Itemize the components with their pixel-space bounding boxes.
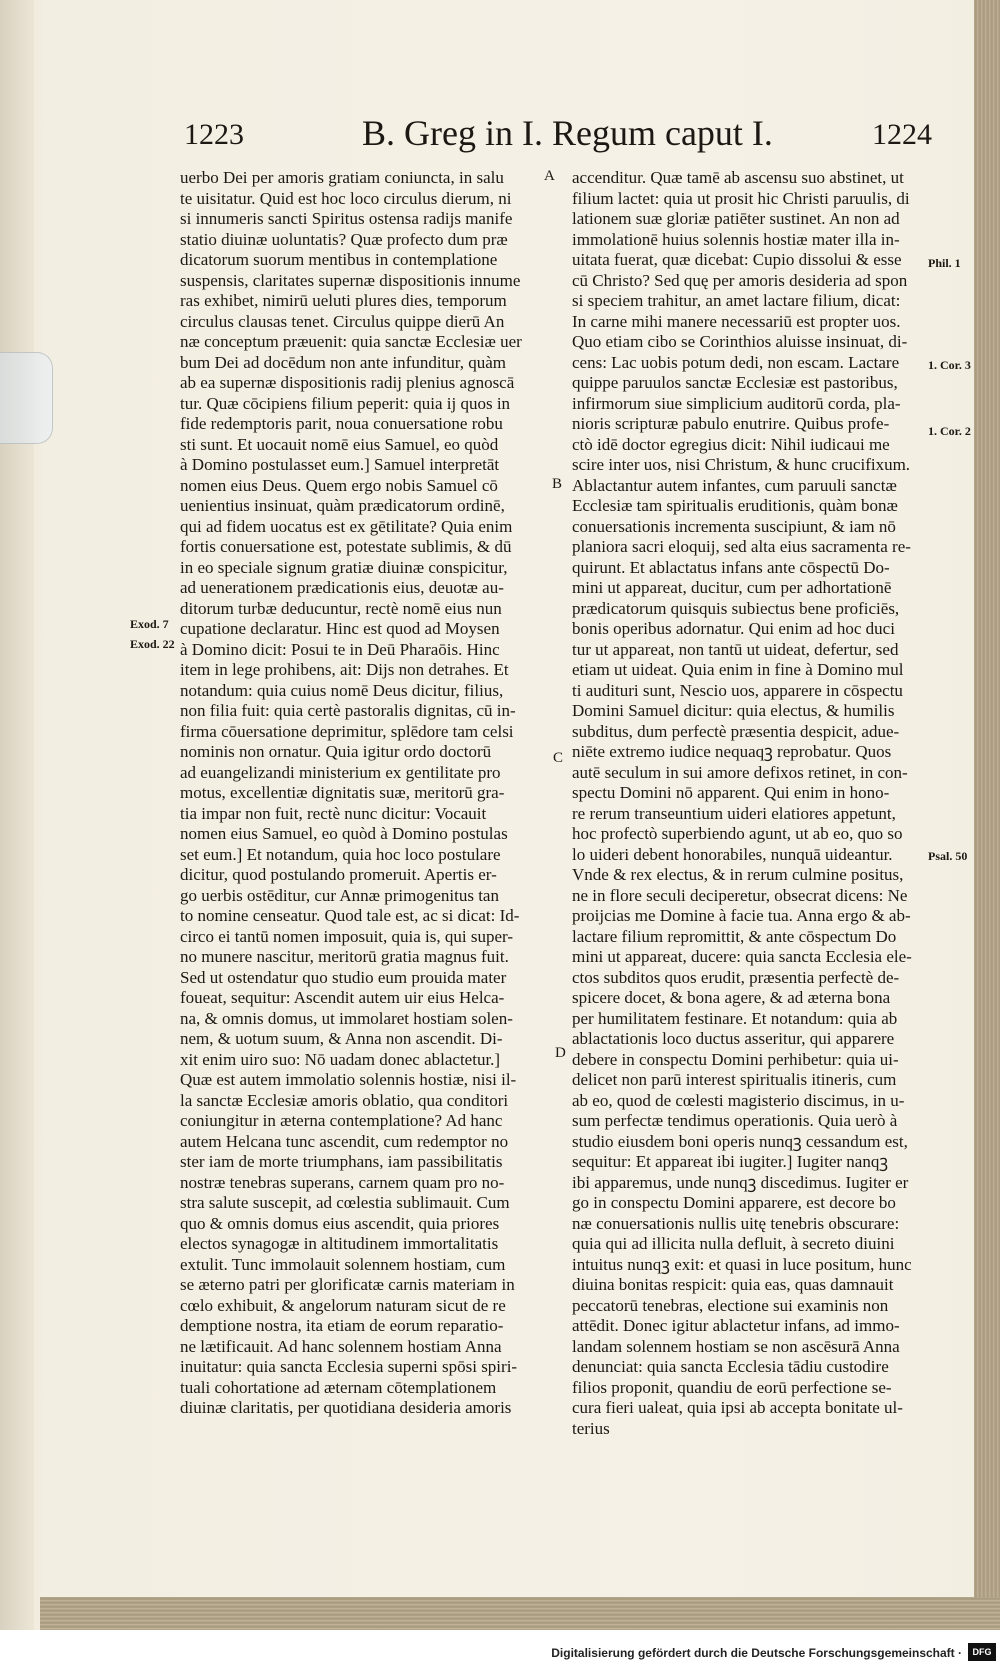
- text-line: In carne mihi manere necessariū est propter uos.: [572, 311, 901, 331]
- text-line: dicitur, quod postulando promeruit. Apertis er-: [180, 865, 497, 884]
- text-line: quippe paruulos sanctæ Ecclesiæ est pastoribus,: [572, 373, 898, 392]
- text-line: quo & omnis domus eius ascendit, quia priores: [180, 1213, 500, 1233]
- marginal-note-cor3: 1. Cor. 3: [928, 358, 971, 372]
- text-line: accenditur. Quæ tamē ab ascensu suo abstinet, ut: [572, 168, 904, 187]
- text-line: qui ad fidem uocatus est ex gētilitate? Quia enim: [180, 516, 513, 536]
- text-line: ne lætificauit. Ad hanc solennem hostiam Anna: [180, 1336, 502, 1356]
- text-line: nem, & uotum suum, & Anna non ascendit. Di-: [180, 1029, 503, 1048]
- text-line: coniungitur in æterna contemplatione? Ad hanc: [180, 1111, 503, 1130]
- text-line: spicere docet, & bona agere, & ad æterna bona: [572, 988, 891, 1007]
- text-line: ibi apparemus, unde nunqꝫ discedimus. Iugiter er: [572, 1172, 909, 1192]
- page-clip: [0, 352, 53, 444]
- text-line: na, & omnis domus, ut immolaret hostiam solen-: [180, 1008, 513, 1028]
- section-letter-d: D: [555, 1045, 566, 1061]
- text-line: cœlo exhibuit, & angelorum naturam sicut de re: [180, 1295, 506, 1315]
- text-line: go in conspectu Domini apparere, est decore bo: [572, 1193, 896, 1212]
- text-line: intuitus nunqꝫ exit: et quasi in luce positum, hunc: [572, 1254, 912, 1274]
- text-line: denunciat: quia sancta Ecclesia tādiu custodire: [572, 1357, 889, 1376]
- text-line: ab ea supernæ dispositionis radij plenius agnoscā: [180, 373, 515, 392]
- text-line: terius: [572, 1418, 610, 1438]
- text-line: à Domino postulasset eum.] Samuel interpretāt: [180, 455, 500, 474]
- text-line: studio eiusdem boni operis nunqꝫ cessandum est,: [572, 1131, 908, 1151]
- dfg-logo: DFG: [968, 1643, 996, 1661]
- text-line: mini ut appareat, ducitur, cum per adhortationē: [572, 578, 892, 597]
- text-line: dicatorum suorum mentibus in contemplatione: [180, 250, 498, 269]
- running-title: B. Greg in I. Regum caput I.: [362, 113, 773, 153]
- text-line: per humilitatem festinare. Et notandum: quia ab: [572, 1008, 898, 1028]
- text-line: set eum.] Et notandum, quia hoc loco postulare: [180, 844, 501, 864]
- text-line: delicet non parū interest spiritualis itineris, cum: [572, 1070, 897, 1089]
- text-line: ctò idē doctor egregius dicit: Nihil iudicaui me: [572, 434, 890, 454]
- text-line: ras exhibet, nimirū ueluti plures dies, temporum: [180, 291, 507, 310]
- text-line: fortis conuersatione est, potestate sublimis, & dū: [180, 537, 512, 556]
- text-line: sum perfectæ tendimus operationis. Quia uerò à: [572, 1111, 898, 1130]
- text-line: ti audituri sunt, Nescio uos, apparere in cōspectu: [572, 680, 903, 700]
- text-line: foueat, sequitur: Ascendit autem uir eius Helca-: [180, 988, 505, 1007]
- text-line: motus, excellentiæ dignitatis suæ, meritorū gra-: [180, 783, 505, 802]
- text-line: te uisitatur. Quid est hoc loco circulus dierum, ni: [180, 188, 512, 208]
- text-line: landam solennem hostiam se non ascēsurā Anna: [572, 1336, 900, 1356]
- marginal-note-cor2: 1. Cor. 2: [928, 424, 971, 438]
- text-line: Ecclesiæ tam spiritualis eruditionis, quàm bonæ: [572, 496, 898, 515]
- section-letter-a: A: [544, 168, 555, 184]
- text-line: circo ei tantū nomen imposuit, quia is, qui super-: [180, 926, 513, 946]
- text-line: infirmorum siue simplicium auditorū corda, pla-: [572, 393, 901, 413]
- text-line: næ conuersationis nullis uitę tenebris obscurare:: [572, 1213, 900, 1233]
- text-line: lactare filium repromittit, & ante cōspectum Do: [572, 926, 897, 946]
- text-line: diuinæ claritatis, per quotidiana desideria amoris: [180, 1398, 512, 1417]
- text-line: næ conceptum præuenit: quia sanctæ Ecclesiæ uer: [180, 332, 522, 351]
- text-line: tuali cohortatione ad æternam cōtemplationem: [180, 1377, 497, 1397]
- text-line: re rerum transeuntium uideri elatiores appetunt,: [572, 803, 896, 823]
- text-line: nominis non ornatur. Quia igitur ordo doctorū: [180, 742, 492, 761]
- text-line: quia qui ad illicita nulla defluit, à secreto diuini: [572, 1234, 895, 1253]
- text-line: prædicatorum quisquis subiectus bene proficiēs,: [572, 598, 900, 618]
- right-text-column: [572, 168, 934, 1439]
- text-line: planiora sacri eloquij, sed alta eius sacramenta re-: [572, 537, 911, 556]
- text-line: tur. Quæ cōcipiens filium peperit: quia ij quos in: [180, 393, 511, 413]
- text-line: suspensis, claritates supernæ dispositionis innume: [180, 270, 521, 290]
- marginal-note-phil: Phil. 1: [928, 256, 961, 270]
- text-line: ne in flore seculi deciperetur, obsecrat dicens: Ne: [572, 885, 908, 905]
- text-line: circulus clausas tenet. Circulus quippe dierū An: [180, 311, 505, 331]
- text-line: Quo etiam cibo se Corinthios aluisse insinuat, di-: [572, 332, 908, 351]
- text-line: quirunt. Et ablactatus infans ante cōspectū Do-: [572, 557, 890, 577]
- text-line: scire inter uos, nisi Christum, & hunc crucifixum.: [572, 455, 911, 474]
- text-line: no munere nascitur, meritorū gratia magnus fuit.: [180, 947, 509, 966]
- text-line: debere in conspectu Domini perhibetur: quia ui-: [572, 1049, 899, 1069]
- page-number-right: 1224: [872, 118, 932, 151]
- text-line: cū Christo? Sed quę per amoris desideria ad spon: [572, 270, 908, 290]
- text-line: ad uenerationem prædicationis eius, deuotæ au-: [180, 578, 504, 597]
- text-line: non filia fuit: quia certè pastoralis dignitas, cū in-: [180, 701, 516, 720]
- text-line: uitata fuerat, quæ dicebat: Cupio dissolui & esse: [572, 250, 902, 269]
- section-letter-b: B: [552, 476, 563, 492]
- text-line: xit enim uiro suo: Nō uadam donec ablactetur.]: [180, 1049, 501, 1069]
- text-line: demptione nostra, ita etiam de eorum reparatio-: [180, 1316, 504, 1335]
- text-line: autem Helcana tunc ascendit, cum redemptor no: [180, 1131, 509, 1151]
- text-line: etiam ut uideat. Quia enim in fine à Domino mul: [572, 660, 904, 679]
- text-line: conuersationis incrementa suscipiunt, & iam nō: [572, 516, 896, 536]
- text-line: ctos subditos quos erudit, præsentia perfectè de-: [572, 967, 900, 987]
- text-line: tia impar non fuit, rectè nunc dicitur: Vocauit: [180, 803, 487, 823]
- text-line: in eo speciale signum gratiæ diuinæ conspicitur,: [180, 557, 508, 577]
- page-bottom-edge: [40, 1597, 1000, 1630]
- text-line: filium lactet: quia ut prosit hic Christi paruulis, di: [572, 188, 910, 208]
- text-line: ab eo, quod de cœlesti magisterio discimus, in u-: [572, 1090, 905, 1110]
- text-line: nioris scripturæ pabulo enutrire. Quibus profe-: [572, 414, 890, 433]
- text-line: peccatorū tenebras, electione sui examinis non: [572, 1295, 889, 1315]
- text-line: statio diuinæ uoluntatis? Quæ profecto dum præ: [180, 229, 508, 249]
- text-line: la sanctæ Ecclesiæ amoris oblatio, qua conditori: [180, 1090, 509, 1110]
- text-line: ster iam de morte triumphans, iam passibilitatis: [180, 1152, 503, 1171]
- text-line: spectu Domini nō apparent. Qui enim in hono-: [572, 783, 890, 802]
- text-line: bum Dei ad docēdum non ante infunditur, quàm: [180, 352, 507, 372]
- marginal-note-exod22: Exod. 22: [130, 637, 175, 651]
- text-line: proijcias me Domine à facie tua. Anna ergo & ab-: [572, 906, 911, 925]
- page-number-left: 1223: [184, 118, 244, 151]
- text-line: si innumeris sancti Spiritus ostensa radijs manife: [180, 209, 513, 228]
- text-line: diuina bonitas respicit: quia eas, quas damnauit: [572, 1275, 894, 1294]
- text-line: Ablactantur autem infantes, cum paruuli sanctæ: [572, 475, 897, 495]
- text-line: firma cōuersatione deprimitur, splēdore tam celsi: [180, 721, 514, 741]
- page-gutter: [0, 0, 34, 1630]
- text-line: attēdit. Donec igitur ablactetur infans, ad immo-: [572, 1316, 900, 1335]
- text-line: stra salute suscepit, ad cœlestia sublimauit. Cum: [180, 1193, 510, 1212]
- text-line: autē seculum in sui amore defixos retinet, in con-: [572, 762, 908, 782]
- text-line: lationem suæ gloriæ patiēter sustinet. An non ad: [572, 209, 900, 228]
- text-line: nomen eius Deus. Quem ergo nobis Samuel cō: [180, 475, 498, 495]
- text-line: si speciem trahitur, an amet lactare filium, dicat:: [572, 291, 901, 310]
- text-line: niēte extremo iudice nequaqꝫ reprobatur. Quos: [572, 742, 892, 761]
- text-line: electos synagogæ in altitudinem immortalitatis: [180, 1234, 499, 1253]
- text-line: bonis operibus adornatur. Qui enim ad hoc duci: [572, 619, 895, 638]
- text-line: ditorum turbæ deducuntur, rectè nomē eius nun: [180, 598, 502, 618]
- text-line: mini ut appareat, ducere: quia sancta Ecclesia ele-: [572, 947, 912, 966]
- text-line: inuitatur: quia sancta Ecclesia superni spōsi spiri-: [180, 1357, 518, 1376]
- text-line: immolationē huius solennis hostiæ mater illa in-: [572, 229, 900, 249]
- text-line: to nomine censeatur. Quod tale est, ac si dicat: Id-: [180, 906, 520, 925]
- text-line: filios proponit, quandiu de eorū perfectione se-: [572, 1377, 892, 1397]
- text-line: fide redemptoris parit, noua conuersatione robu: [180, 414, 503, 433]
- text-line: uenientius insinuat, quàm prædicatorum ordinē,: [180, 496, 505, 515]
- text-line: tur ut appareat, non tantū ut uideat, defertur, sed: [572, 639, 899, 659]
- text-line: ad euangelizandi ministerium ex gentilitate pro: [180, 762, 501, 782]
- text-line: hoc profectò superbiendo agunt, ut ab eo, quo so: [572, 824, 903, 843]
- text-line: lo uideri debent honorabiles, nunquā uideantur.: [572, 844, 893, 864]
- text-line: cupatione declaratur. Hinc est quod ad Moysen: [180, 619, 500, 638]
- text-line: item in lege prohibens, ait: Dijs non detrahes. Et: [180, 660, 509, 679]
- text-line: notandum: quia cuius nomē Deus dicitur, filius,: [180, 680, 504, 700]
- page-fore-edge: [974, 0, 1000, 1630]
- text-line: nostræ tenebras superans, carnem quam pro no-: [180, 1172, 505, 1192]
- text-line: Sed ut ostendatur quo studio eum prouida mater: [180, 967, 507, 987]
- marginal-note-psal: Psal. 50: [928, 849, 968, 863]
- text-line: cura fieri ualeat, quia ipsi ab accepta bonitate ul-: [572, 1398, 903, 1417]
- text-line: sti sunt. Et uocauit nomē eius Samuel, eo quòd: [180, 434, 499, 454]
- section-letter-c: C: [553, 750, 564, 766]
- text-line: Domini Samuel dicitur: quia electus, & humilis: [572, 701, 895, 720]
- text-line: se æterno patri per glorificatæ carnis materiam in: [180, 1275, 515, 1294]
- text-line: à Domino dicit: Posui te in Deū Pharaōis. Hinc: [180, 639, 500, 659]
- text-line: go uerbis ostēditur, cur Annæ primogenitus tan: [180, 885, 499, 905]
- text-line: Quæ est autem immolatio solennis hostiæ, nisi il-: [180, 1070, 517, 1089]
- text-line: cens: Lac uobis potum dedi, non escam. Lactare: [572, 352, 900, 372]
- text-line: subditus, dum perfectè præsentia despicit, adue-: [572, 721, 900, 741]
- text-line: Vnde & rex electus, & in rerum culmine positus,: [572, 865, 904, 884]
- text-line: sequitur: Et appareat ibi iugiter.] Iugiter nanqꝫ: [572, 1152, 889, 1171]
- left-text-column: [180, 168, 542, 1419]
- text-line: nomen eius Samuel, eo quòd à Domino postulas: [180, 824, 508, 843]
- running-header: [184, 112, 932, 162]
- text-line: ablactationis loco ductus asseritur, qui apparere: [572, 1029, 895, 1048]
- text-line: extulit. Tunc immolauit solennem hostiam, cum: [180, 1254, 506, 1274]
- digitization-credit: Digitalisierung gefördert durch die Deutsche Forschungsgemeinschaft ·: [551, 1646, 962, 1660]
- text-line: uerbo Dei per amoris gratiam coniuncta, in salu: [180, 168, 504, 187]
- marginal-note-exod7: Exod. 7: [130, 617, 169, 631]
